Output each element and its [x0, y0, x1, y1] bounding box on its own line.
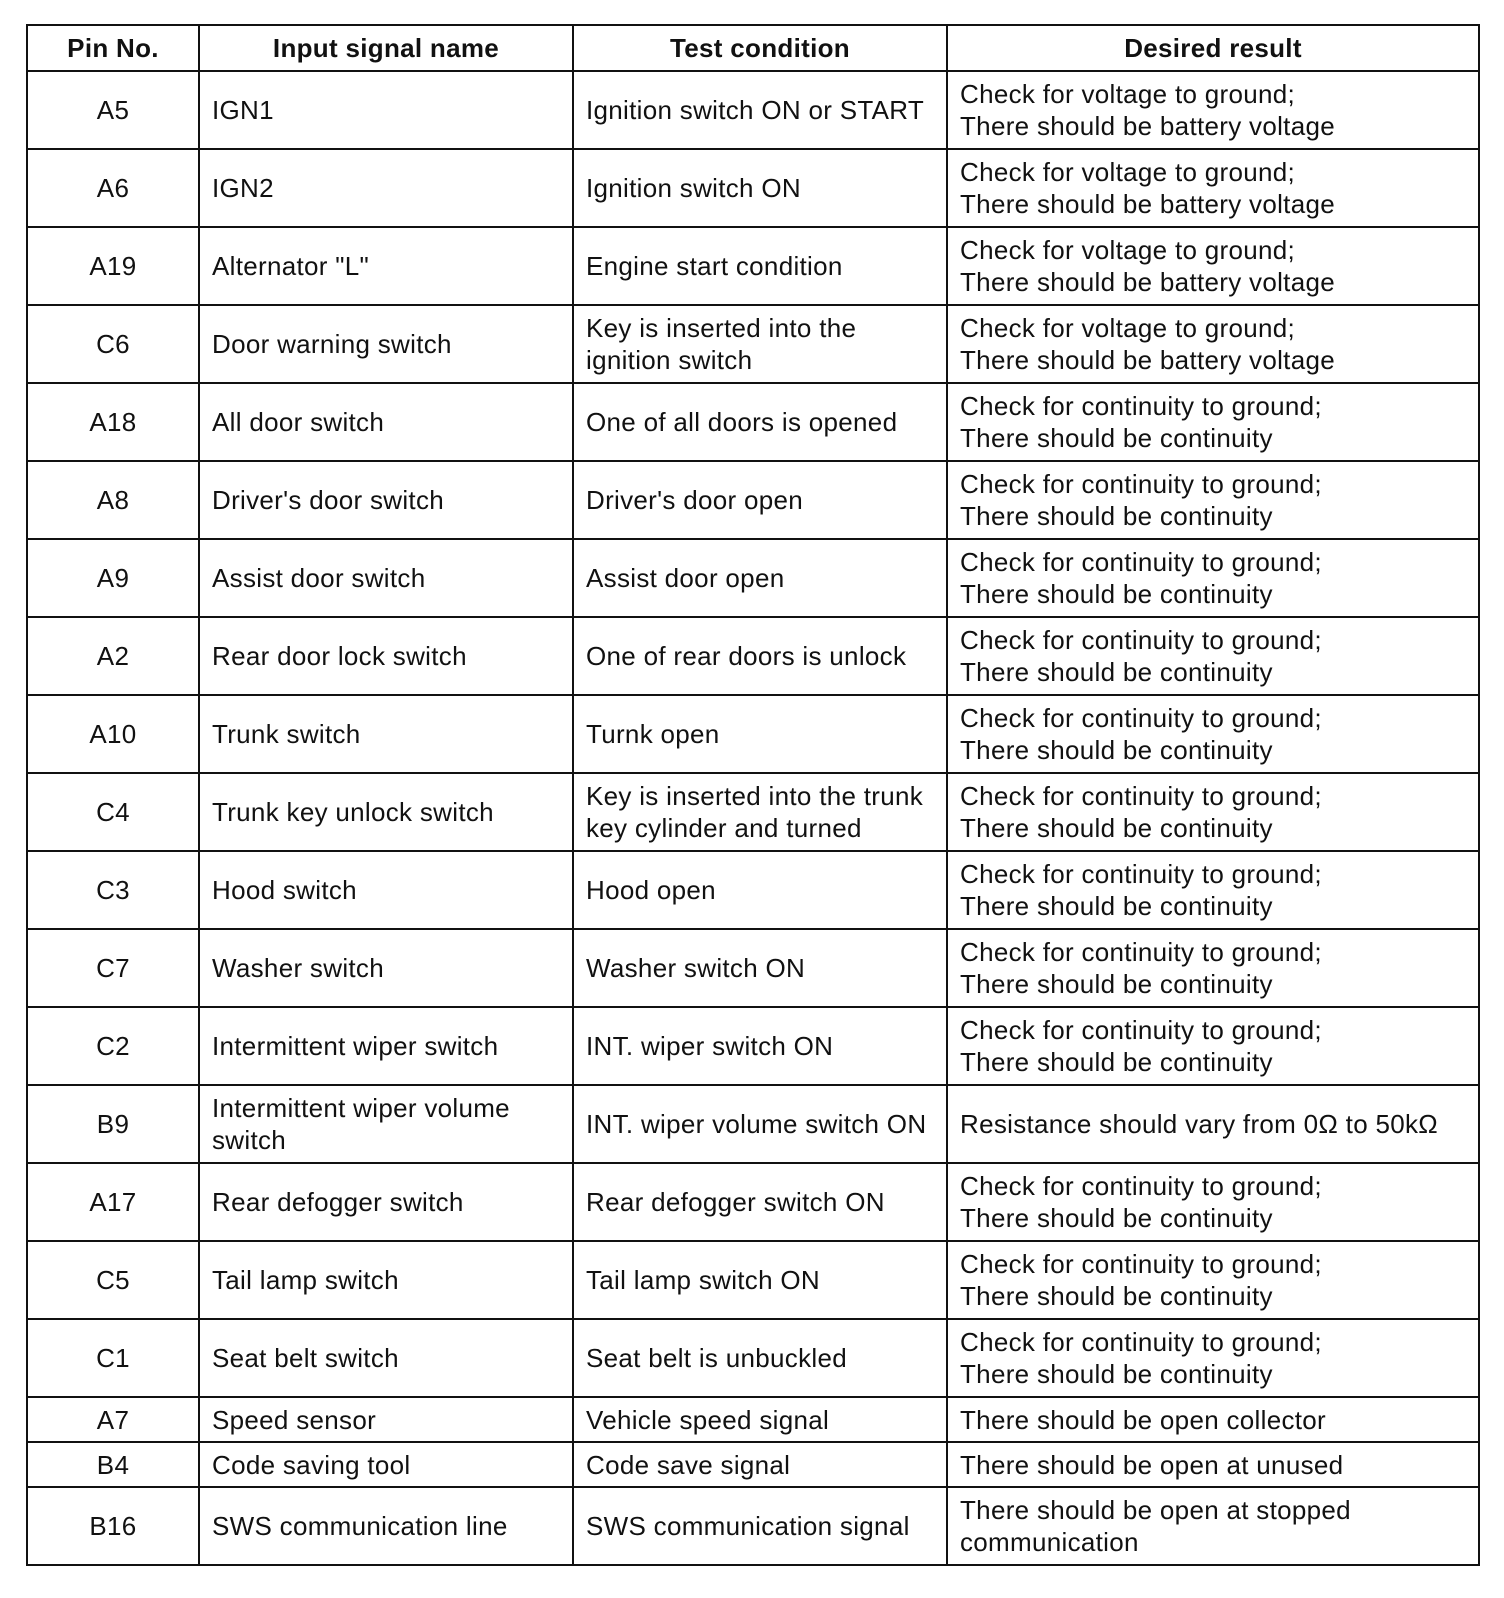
desired-result-cell: Check for continuity to ground; There should be continuity — [947, 539, 1479, 617]
table-row — [27, 1163, 1479, 1241]
pin-cell: A17 — [27, 1163, 199, 1241]
pin-cell: C1 — [27, 1319, 199, 1397]
signal-name-cell: All door switch — [199, 383, 573, 461]
pin-cell: A19 — [27, 227, 199, 305]
header-desired-result: Desired result — [947, 25, 1479, 71]
signal-name-cell: Speed sensor — [199, 1397, 573, 1442]
test-condition-cell: Driver's door open — [573, 461, 947, 539]
table-row — [27, 71, 1479, 149]
signal-name-cell: Tail lamp switch — [199, 1241, 573, 1319]
desired-result-cell: Check for continuity to ground; There should be continuity — [947, 773, 1479, 851]
test-condition-cell: Ignition switch ON or START — [573, 71, 947, 149]
pin-cell: C5 — [27, 1241, 199, 1319]
table-row — [27, 929, 1479, 1007]
table-row — [27, 695, 1479, 773]
signal-name-cell: Trunk key unlock switch — [199, 773, 573, 851]
desired-result-cell: Check for continuity to ground; There should be continuity — [947, 1163, 1479, 1241]
table-row — [27, 1397, 1479, 1442]
signal-name-cell: Hood switch — [199, 851, 573, 929]
pin-cell: A5 — [27, 71, 199, 149]
desired-result-cell: Check for voltage to ground; There should be battery voltage — [947, 71, 1479, 149]
signal-name-cell: IGN2 — [199, 149, 573, 227]
signal-name-cell: Assist door switch — [199, 539, 573, 617]
pin-cell: C7 — [27, 929, 199, 1007]
desired-result-cell: Check for continuity to ground; There should be continuity — [947, 1319, 1479, 1397]
signal-name-cell: Driver's door switch — [199, 461, 573, 539]
pin-cell: A7 — [27, 1397, 199, 1442]
desired-result-cell: Check for continuity to ground; There should be continuity — [947, 617, 1479, 695]
signal-name-cell: Door warning switch — [199, 305, 573, 383]
test-condition-cell: Washer switch ON — [573, 929, 947, 1007]
pin-cell: C6 — [27, 305, 199, 383]
pin-cell: B16 — [27, 1487, 199, 1565]
desired-result-cell: Check for continuity to ground; There should be continuity — [947, 1241, 1479, 1319]
table-row — [27, 305, 1479, 383]
table-row — [27, 617, 1479, 695]
signal-name-cell: Alternator "L" — [199, 227, 573, 305]
desired-result-cell: Check for continuity to ground; There should be continuity — [947, 695, 1479, 773]
header-pin-no: Pin No. — [27, 25, 199, 71]
desired-result-cell: There should be open at stopped communication — [947, 1487, 1479, 1565]
table-row — [27, 461, 1479, 539]
desired-result-cell: Check for voltage to ground; There should be battery voltage — [947, 305, 1479, 383]
signal-name-cell: IGN1 — [199, 71, 573, 149]
desired-result-cell: Check for continuity to ground; There should be continuity — [947, 383, 1479, 461]
desired-result-cell: Resistance should vary from 0Ω to 50kΩ — [947, 1085, 1479, 1163]
test-condition-cell: Key is inserted into the ignition switch — [573, 305, 947, 383]
pin-cell: A10 — [27, 695, 199, 773]
table-row — [27, 227, 1479, 305]
test-condition-cell: Ignition switch ON — [573, 149, 947, 227]
table-row — [27, 1319, 1479, 1397]
desired-result-cell: There should be open collector — [947, 1397, 1479, 1442]
pin-cell: C3 — [27, 851, 199, 929]
table-header-row — [27, 25, 1479, 71]
test-condition-cell: Engine start condition — [573, 227, 947, 305]
header-input-signal-name: Input signal name — [199, 25, 573, 71]
desired-result-cell: Check for continuity to ground; There should be continuity — [947, 461, 1479, 539]
table-row — [27, 1241, 1479, 1319]
desired-result-cell: Check for continuity to ground; There should be continuity — [947, 929, 1479, 1007]
pin-cell: A18 — [27, 383, 199, 461]
pin-cell: B9 — [27, 1085, 199, 1163]
desired-result-cell: Check for voltage to ground; There should be battery voltage — [947, 149, 1479, 227]
test-condition-cell: Tail lamp switch ON — [573, 1241, 947, 1319]
signal-name-cell: Rear door lock switch — [199, 617, 573, 695]
pin-cell: C4 — [27, 773, 199, 851]
signal-name-cell: Rear defogger switch — [199, 1163, 573, 1241]
pin-cell: A6 — [27, 149, 199, 227]
desired-result-cell: Check for voltage to ground; There should be battery voltage — [947, 227, 1479, 305]
signal-name-cell: Trunk switch — [199, 695, 573, 773]
header-test-condition: Test condition — [573, 25, 947, 71]
test-condition-cell: Turnk open — [573, 695, 947, 773]
test-condition-cell: Rear defogger switch ON — [573, 1163, 947, 1241]
table-row — [27, 1085, 1479, 1163]
signal-name-cell: Intermittent wiper switch — [199, 1007, 573, 1085]
input-signal-table — [26, 24, 1480, 1566]
test-condition-cell: Code save signal — [573, 1442, 947, 1487]
test-condition-cell: Seat belt is unbuckled — [573, 1319, 947, 1397]
pin-cell: A8 — [27, 461, 199, 539]
test-condition-cell: INT. wiper switch ON — [573, 1007, 947, 1085]
pin-cell: A9 — [27, 539, 199, 617]
table-row — [27, 1487, 1479, 1565]
signal-name-cell: SWS communication line — [199, 1487, 573, 1565]
table-row — [27, 773, 1479, 851]
desired-result-cell: There should be open at unused — [947, 1442, 1479, 1487]
signal-name-cell: Washer switch — [199, 929, 573, 1007]
test-condition-cell: One of rear doors is unlock — [573, 617, 947, 695]
signal-name-cell: Intermittent wiper volume switch — [199, 1085, 573, 1163]
table-row — [27, 539, 1479, 617]
signal-name-cell: Code saving tool — [199, 1442, 573, 1487]
test-condition-cell: Assist door open — [573, 539, 947, 617]
pin-cell: C2 — [27, 1007, 199, 1085]
table-row — [27, 1442, 1479, 1487]
table-row — [27, 1007, 1479, 1085]
desired-result-cell: Check for continuity to ground; There should be continuity — [947, 1007, 1479, 1085]
table-row — [27, 383, 1479, 461]
pin-cell: A2 — [27, 617, 199, 695]
pin-check-sheet — [26, 24, 1478, 1566]
test-condition-cell: INT. wiper volume switch ON — [573, 1085, 947, 1163]
desired-result-cell: Check for continuity to ground; There should be continuity — [947, 851, 1479, 929]
table-row — [27, 851, 1479, 929]
test-condition-cell: Key is inserted into the trunk key cylinder and turned — [573, 773, 947, 851]
test-condition-cell: Vehicle speed signal — [573, 1397, 947, 1442]
test-condition-cell: Hood open — [573, 851, 947, 929]
pin-cell: B4 — [27, 1442, 199, 1487]
test-condition-cell: SWS communication signal — [573, 1487, 947, 1565]
table-row — [27, 149, 1479, 227]
signal-name-cell: Seat belt switch — [199, 1319, 573, 1397]
test-condition-cell: One of all doors is opened — [573, 383, 947, 461]
